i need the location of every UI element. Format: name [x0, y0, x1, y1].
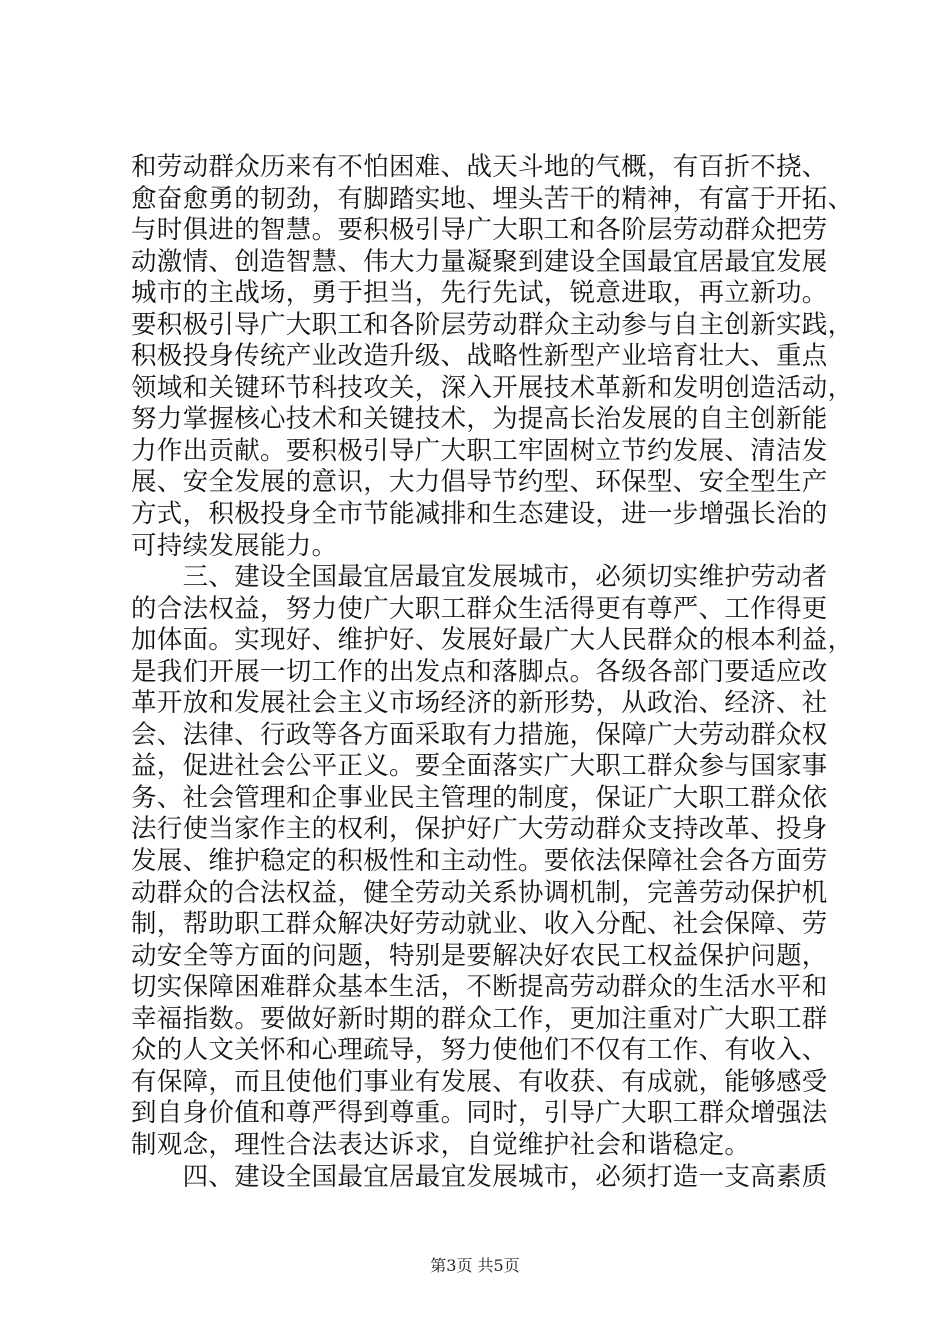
text-line: 益，促进社会公平正义。要全面落实广大职工群众参与国家事	[131, 751, 828, 782]
text-line: 是我们开展一切工作的出发点和落脚点。各级各部门要适应改	[131, 656, 828, 687]
text-line: 力作出贡献。要积极引导广大职工牢固树立节约发展、清洁发	[131, 435, 828, 466]
text-line: 幸福指数。要做好新时期的群众工作，更加注重对广大职工群	[131, 1003, 828, 1034]
text-line: 制，帮助职工群众解决好劳动就业、收入分配、社会保障、劳	[131, 909, 828, 940]
text-line: 努力掌握核心技术和关键技术，为提高长治发展的自主创新能	[131, 404, 828, 435]
text-line: 可持续发展能力。	[131, 530, 338, 561]
text-line: 积极投身传统产业改造升级、战略性新型产业培育壮大、重点	[131, 341, 828, 372]
text-line: 和劳动群众历来有不怕困难、战天斗地的气概，有百折不挠、	[131, 152, 828, 182]
text-line: 革开放和发展社会主义市场经济的新形势，从政治、经济、社	[131, 688, 828, 719]
text-line: 法行使当家作主的权利，保护好广大劳动群众支持改革、投身	[131, 814, 828, 845]
text-line: 务、社会管理和企事业民主管理的制度，保证广大职工群众依	[131, 782, 828, 813]
text-line: 的合法权益，努力使广大职工群众生活得更有尊严、工作得更	[131, 593, 828, 624]
text-line: 切实保障困难群众基本生活，不断提高劳动群众的生活水平和	[131, 972, 828, 1003]
text-line: 加体面。实现好、维护好、发展好最广大人民群众的根本利益，	[131, 625, 854, 656]
text-line: 发展、维护稳定的积极性和主动性。要依法保障社会各方面劳	[131, 846, 828, 877]
text-line: 动安全等方面的问题，特别是要解决好农民工权益保护问题，	[131, 940, 828, 971]
text-line: 三、建设全国最宜居最宜发展城市，必须切实维护劳动者	[131, 562, 828, 593]
document-body	[131, 152, 854, 1193]
text-line: 制观念，理性合法表达诉求，自觉维护社会和谐稳定。	[131, 1129, 751, 1160]
text-line: 与时俱进的智慧。要积极引导广大职工和各阶层劳动群众把劳	[131, 215, 828, 246]
text-line: 会、法律、行政等各方面采取有力措施，保障广大劳动群众权	[131, 719, 828, 750]
text-line: 到自身价值和尊严得到尊重。同时，引导广大职工群众增强法	[131, 1098, 828, 1129]
text-line: 四、建设全国最宜居最宜发展城市，必须打造一支高素质	[131, 1161, 828, 1192]
text-line: 要积极引导广大职工和各阶层劳动群众主动参与自主创新实践，	[131, 309, 854, 340]
text-line: 动群众的合法权益，健全劳动关系协调机制，完善劳动保护机	[131, 877, 828, 908]
text-line: 有保障，而且使他们事业有发展、有收获、有成就，能够感受	[131, 1066, 828, 1097]
text-line: 众的人文关怀和心理疏导，努力使他们不仅有工作、有收入、	[131, 1035, 828, 1066]
text-line: 展、安全发展的意识，大力倡导节约型、环保型、安全型生产	[131, 467, 828, 498]
text-line: 愈奋愈勇的韧劲，有脚踏实地、埋头苦干的精神，有富于开拓、	[131, 183, 854, 214]
text-line: 领域和关键环节科技攻关，深入开展技术革新和发明创造活动，	[131, 372, 854, 403]
text-line: 城市的主战场，勇于担当，先行先试，锐意进取，再立新功。	[131, 278, 828, 309]
text-line: 方式，积极投身全市节能减排和生态建设，进一步增强长治的	[131, 499, 828, 530]
page-footer: 第3页 共5页	[430, 1256, 520, 1275]
text-line: 动激情、创造智慧、伟大力量凝聚到建设全国最宜居最宜发展	[131, 246, 828, 277]
